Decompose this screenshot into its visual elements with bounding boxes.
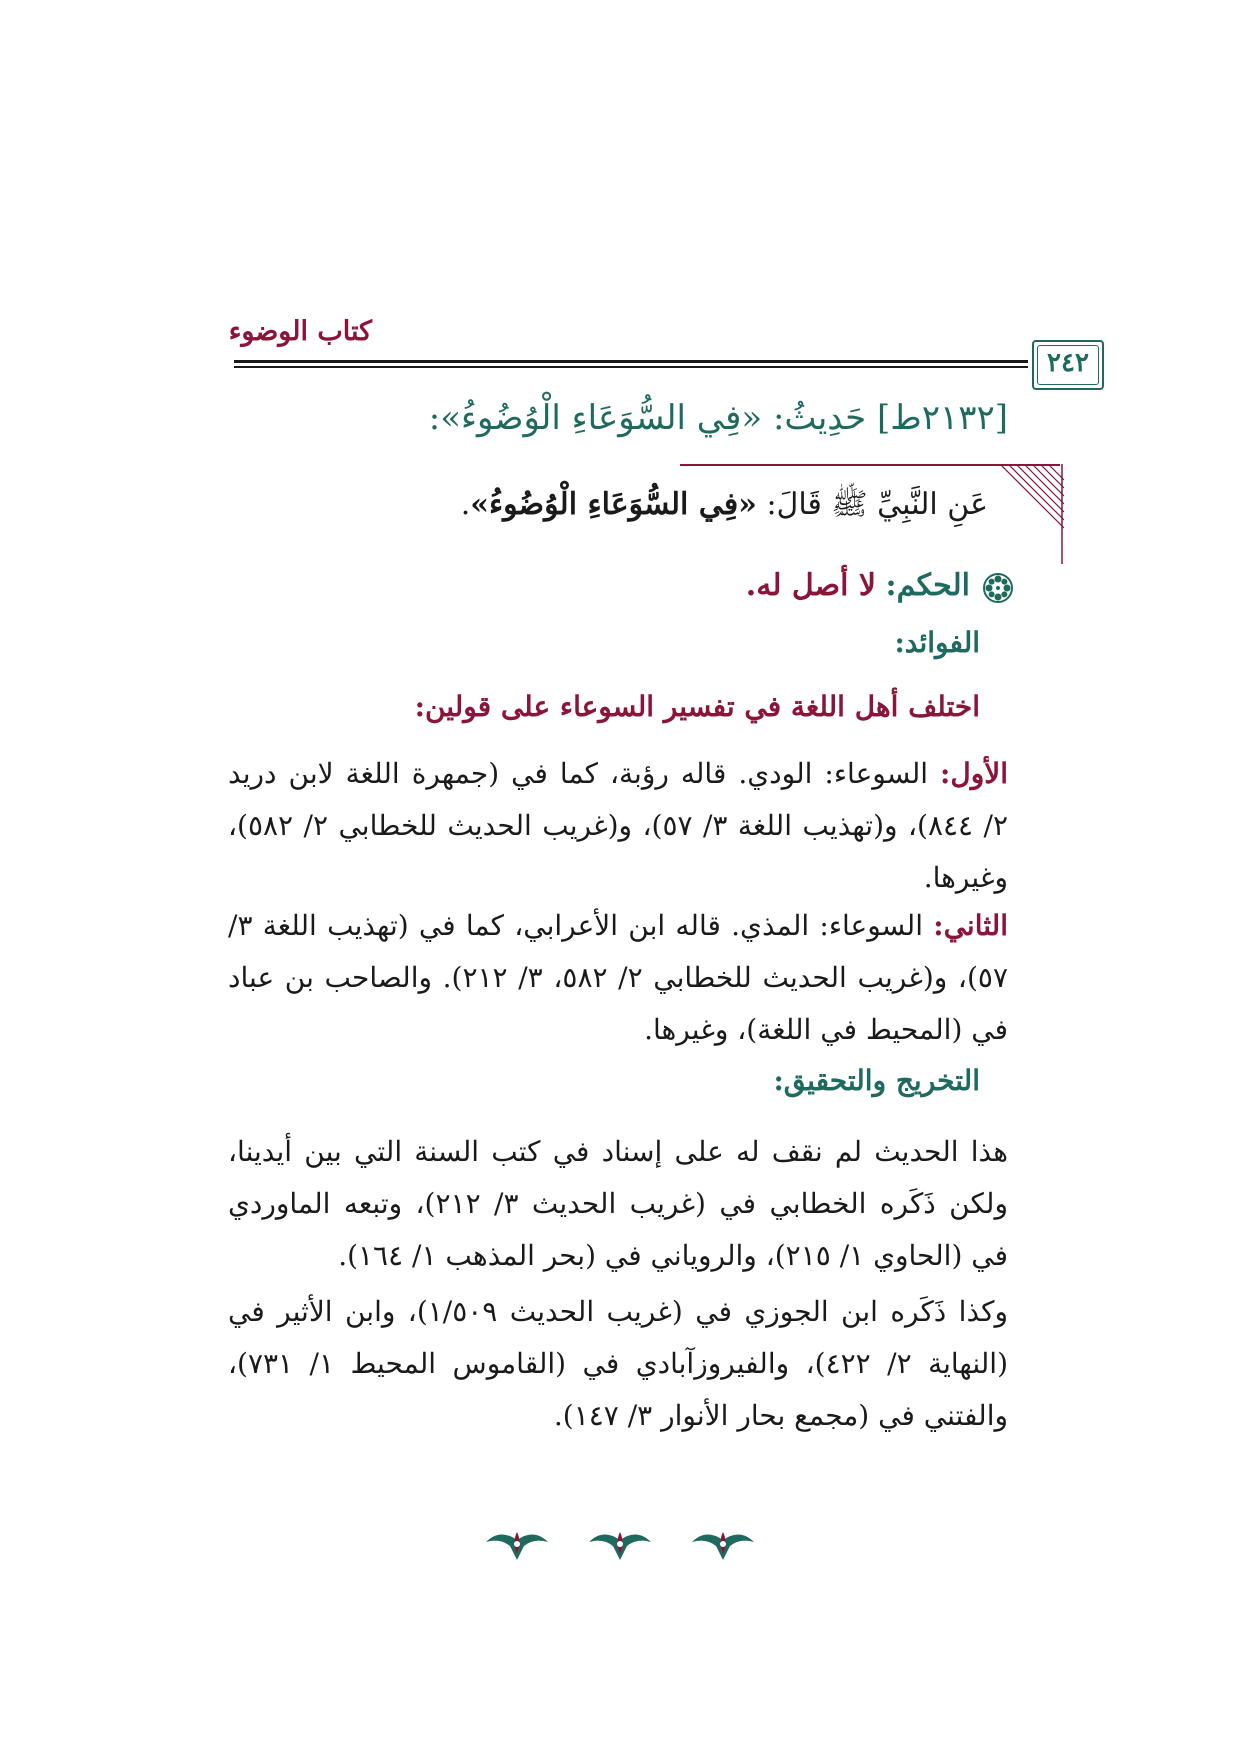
- hadith-number: [٢١٣٢ط]: [876, 398, 1008, 438]
- fawaid-heading: الفوائد:: [894, 626, 980, 659]
- floral-ornament-icon: [484, 1524, 550, 1564]
- ruling-label: الحكم:: [885, 568, 970, 603]
- ruling: [746, 568, 1014, 603]
- second-opinion-term: الثاني:: [933, 909, 1008, 942]
- corner-ornament-icon: [1000, 464, 1064, 564]
- second-opinion: [228, 900, 1008, 1056]
- hadith-text-end: .: [460, 487, 471, 522]
- header-rule: [234, 360, 1028, 363]
- fawaid-subheading: اختلف أهل اللغة في تفسير السوعاء على قولين:: [414, 690, 980, 723]
- floral-ornament-icon: [690, 1524, 756, 1564]
- header-rule-right-thin: [984, 366, 1006, 368]
- takhrij-paragraph-2: وكذا ذَكَره ابن الجوزي في (غريب الحديث ١/٥٠٩)، وابن الأثير في (النهاية ٢/ ٤٢٢)، والفيروزآبادي في (القاموس المحيط ١/ ٧٣١)، والفتني في (مجمع بحار الأنوار ٣/ ١٤٧).: [228, 1295, 1008, 1432]
- running-title: كتاب الوضوء: [228, 316, 372, 347]
- page-number: ٢٤٢: [1047, 348, 1089, 378]
- ruling-value: لا أصل له.: [745, 568, 876, 603]
- flower-icon: [982, 572, 1014, 604]
- takhrij-paragraph-1: هذا الحديث لم نقف له على إسناد في كتب السنة التي بين أيدينا، ولكن ذَكَره الخطابي في (غريب الحديث ٣/ ٢١٢)، وتبعه الماوردي في (الحاوي ١/ ٢١٥)، والروياني في (بحر المذهب ١/ ١٦٤).: [228, 1135, 1008, 1272]
- second-opinion-text: السوعاء: المذي. قاله ابن الأعرابي، كما في (تهذيب اللغة ٣/ ٥٧)، و(غريب الحديث للخطابي ٢/ ٥٨٢، ٣/ ٢١٢). والصاحب بن عباد في (المحيط في اللغة)، وغيرها.: [228, 909, 1008, 1046]
- footer-ornaments: [0, 1524, 1240, 1574]
- hadith-text: [461, 486, 988, 529]
- hadith-quote: «فِي السُّوَعَاءِ الْوُضُوءُ»: [470, 487, 757, 522]
- hadith-text-intro: عَنِ النَّبِيِّ ﷺ قَالَ:: [756, 487, 988, 522]
- header-rule-thin: [234, 366, 1028, 368]
- header-rule-right: [984, 360, 1006, 363]
- hadith-heading-text: حَدِيثُ: «فِي السُّوَعَاءِ الْوُضُوءُ»:: [428, 398, 867, 438]
- hadith-heading: [429, 398, 1008, 438]
- floral-ornament-icon: [587, 1524, 653, 1564]
- takhrij-heading: التخريج والتحقيق:: [773, 1064, 980, 1097]
- first-opinion: [228, 748, 1008, 904]
- first-opinion-text: السوعاء: الودي. قاله رؤبة، كما في (جمهرة اللغة لابن دريد ٢/ ٨٤٤)، و(تهذيب اللغة ٣/ ٥٧)، و(غريب الحديث للخطابي ٢/ ٥٨٢)، وغيرها.: [228, 757, 1008, 894]
- page-number-box: [1032, 340, 1104, 390]
- first-opinion-term: الأول:: [940, 757, 1008, 790]
